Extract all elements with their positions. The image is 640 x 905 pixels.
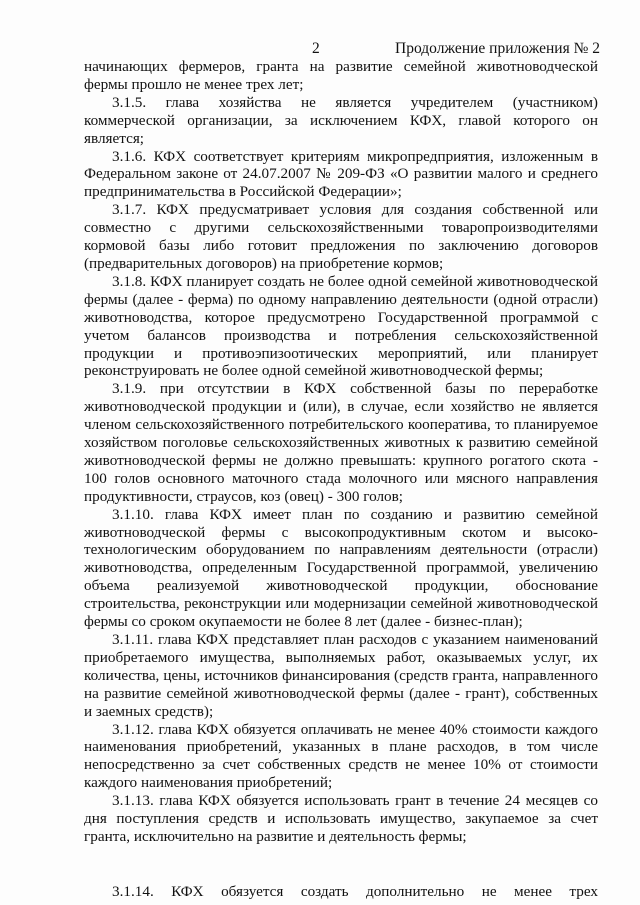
paragraph: 3.1.12. глава КФХ обязуется оплачивать не менее 40% стоимости каждого наименования приобретений, указанных в плане расходов, в том числе непосредственно за счет собственных средств не менее 10% от стоимости каждого наименования приобретений; (84, 720, 598, 792)
paragraph: 3.1.5. глава хозяйства не является учредителем (участником) коммерческой организации, за исключением КФХ, главой которого он является; (84, 93, 598, 147)
paragraph: 3.1.13. глава КФХ обязуется использовать грант в течение 24 месяцев со дня поступления средств и использовать имущество, закупаемое за счет гранта, исключительно на развитие и деятельность фермы; (84, 792, 598, 845)
document-body (84, 58, 598, 846)
appendix-continuation-note: Продолжение приложения № 2 (395, 40, 600, 57)
paragraph: 3.1.6. КФХ соответствует критериям микропредприятия, изложенным в Федеральном законе от 24.07.2007 № 209-ФЗ «О развитии малого и среднего предпринимательства в Российской Федерации»; (84, 147, 598, 201)
paragraph: начинающих фермеров, гранта на развитие семейной животноводческой фермы прошло не менее трех лет; (84, 58, 598, 93)
page-number: 2 (312, 40, 320, 57)
paragraph-3-1-14-start: 3.1.14. КФХ обязуется создать дополнительно не менее трех (112, 883, 598, 900)
paragraph: 3.1.9. при отсутствии в КФХ собственной базы по переработке животноводческой продукции и (или), в случае, если хозяйство не является членом сельскохозяйственного потребительского кооператива, то планируемое хозяйством поголовье сельскохозяйственных животных к развитию семейной животноводческой фермы не должно превышать: крупного рогатого скота - 100 голов основного маточного стада молочного или мясного направления продуктивности, страусов, коз (овец) - 300 голов; (84, 380, 598, 505)
paragraph: 3.1.7. КФХ предусматривает условия для создания собственной или совместно с другими сельскохозяйственными товаропроизводителями кормовой базы либо готовит предложения по заключению договоров (предварительных договоров) на приобретение кормов; (84, 201, 598, 272)
paragraph: 3.1.10. глава КФХ имеет план по созданию и развитию семейной животноводческой фермы с высокопродуктивным скотом и высоко-технологическим оборудованием по направлениям деятельности (отрасли) животноводства, определенным Государственной программой, увеличению объема реализуемой животноводческой продукции, обоснование строительства, реконструкции или модернизации семейной животноводческой фермы со сроком окупаемости не более 8 лет (далее - бизнес-план); (84, 505, 598, 631)
paragraph: 3.1.11. глава КФХ представляет план расходов с указанием наименований приобретаемого имущества, выполняемых работ, оказываемых услуг, их количества, цены, источников финансирования (средств гранта, направленного на развитие семейной животноводческой фермы (далее - грант), собственных и заемных средств); (84, 631, 598, 720)
page-header (84, 40, 600, 58)
paragraph: 3.1.8. КФХ планирует создать не более одной семейной животноводческой фермы (далее - ферма) по одному направлению деятельности (одной отрасли) животноводства, которое предусмотрено Государственной программой с учетом балансов производства и потребления сельскохозяйственной продукции и противоэпизоотических мероприятий, или планирует реконструировать не более одной семейной животноводческой фермы; (84, 272, 598, 380)
